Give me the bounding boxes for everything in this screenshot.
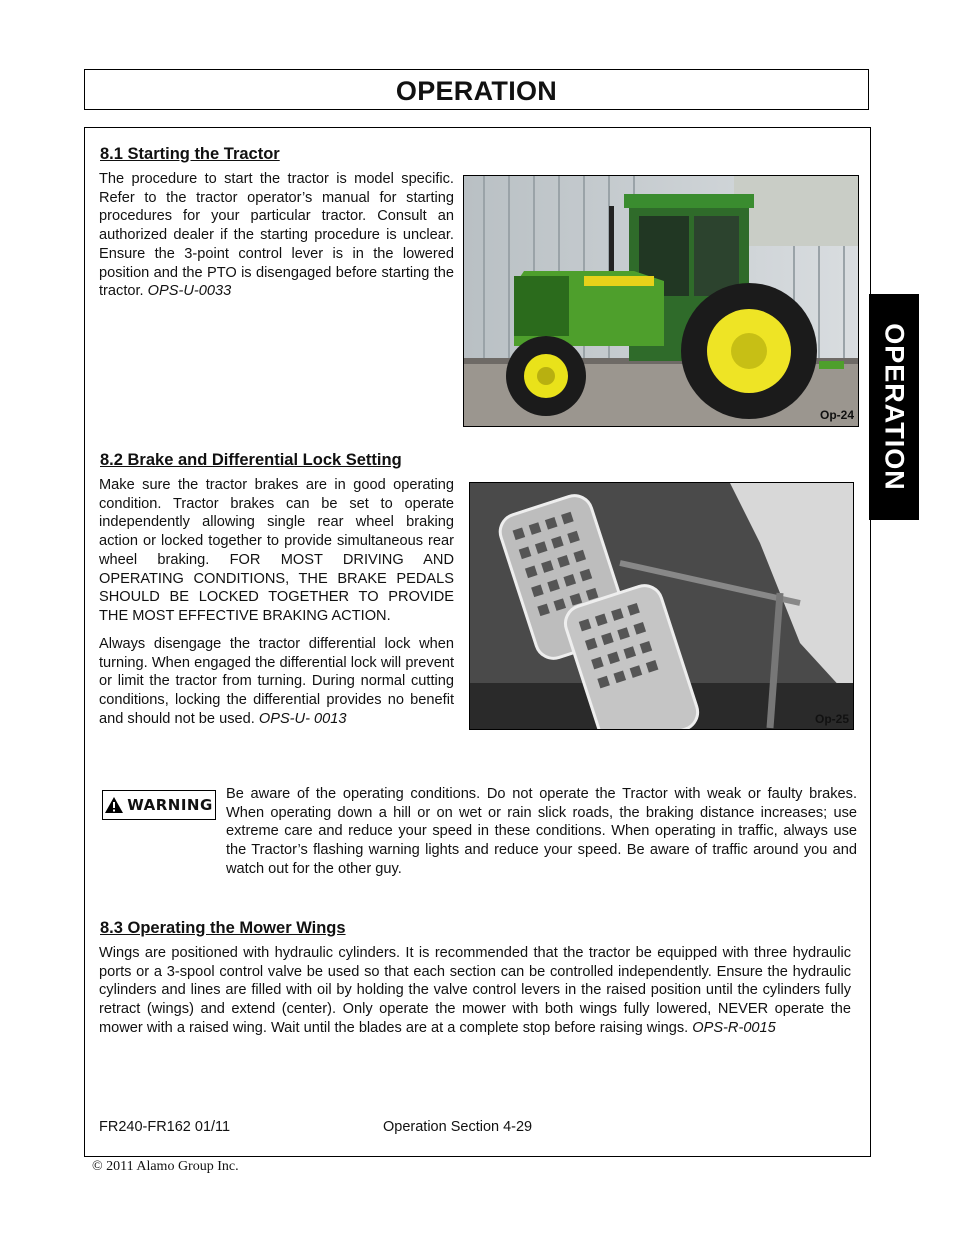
section-heading-brake-differential: 8.2 Brake and Differential Lock Setting xyxy=(100,451,402,469)
section-heading-mower-wings: 8.3 Operating the Mower Wings xyxy=(100,919,346,937)
tractor-image xyxy=(464,176,859,427)
tractor-photo xyxy=(463,175,859,427)
page-header xyxy=(84,69,869,110)
brake-pedals-image xyxy=(470,483,854,730)
warning-badge xyxy=(102,790,216,820)
differential-paragraph: Always disengage the tractor differential lock when turning. When engaged the differential lock will prevent or limit the tractor from turning. During normal cutting conditions, locking the differential provides no benefit and should not be used. OPS-U- 0013 xyxy=(99,636,454,727)
brake-paragraph: Make sure the tractor brakes are in good operating condition. Tractor brakes can be set to operate independently allowing single rear wheel braking action or locked together to provide simultaneous rear wheel braking. FOR MOST DRIVING AND OPERATING CONDITIONS, THE BRAKE PEDALS SHOULD BE LOCKED TOGETHER TO PROVIDE THE MOST EFFECTIVE BRAKING ACTION. xyxy=(99,477,454,624)
warning-triangle-icon xyxy=(105,797,123,813)
figure-label-op25: Op-25 xyxy=(814,712,849,726)
page-title: OPERATION xyxy=(395,76,558,106)
figure-label-op24: Op-24 xyxy=(819,408,854,422)
footer-model: FR240-FR162 01/11 xyxy=(99,1119,231,1135)
side-tab-label: OPERATION xyxy=(879,323,910,491)
section-heading-starting-tractor: 8.1 Starting the Tractor xyxy=(100,145,280,163)
brake-pedals-photo xyxy=(469,482,854,730)
section-side-tab xyxy=(869,294,919,520)
mower-wings-paragraph: Wings are positioned with hydraulic cylinders. It is recommended that the tractor be equipped with three hydraulic ports or a 3-spool control valve be used so that each section can be controlled independently. Ensure the hydraulic cylinders and lines are filled with oil by holding the valve control levers in the raised position until the cylinders fully retract (wings) and extend (center). Only operate the mower with both wings fully lowered, NEVER operate the mower with a raised wing. Wait until the blades are at a complete stop before raising wings. OPS-R-0015 xyxy=(99,945,851,1036)
starting-tractor-paragraph: The procedure to start the tractor is model specific. Refer to the tractor operator’s manual for starting procedures for your particular tractor. Consult an authorized dealer if the starting procedure is unclear. Ensure the 3-point control lever is in the lowered position and the PTO is disengaged before starting the tractor. OPS-U-0033 xyxy=(99,171,454,300)
footer-section: Operation Section 4-29 xyxy=(383,1119,533,1135)
warning-badge-label: WARNING xyxy=(127,796,213,814)
copyright: © 2011 Alamo Group Inc. xyxy=(92,1159,239,1174)
warning-text: Be aware of the operating conditions. Do not operate the Tractor with weak or faulty brakes. When operating down a hill or on wet or rain slick roads, the braking distance increases; use extreme care and reduce your speed in these conditions. When operating in traffic, always use the Tractor’s flashing warning lights and reduce your speed. Be aware of traffic around you and watch out for the other guy. xyxy=(226,786,857,877)
